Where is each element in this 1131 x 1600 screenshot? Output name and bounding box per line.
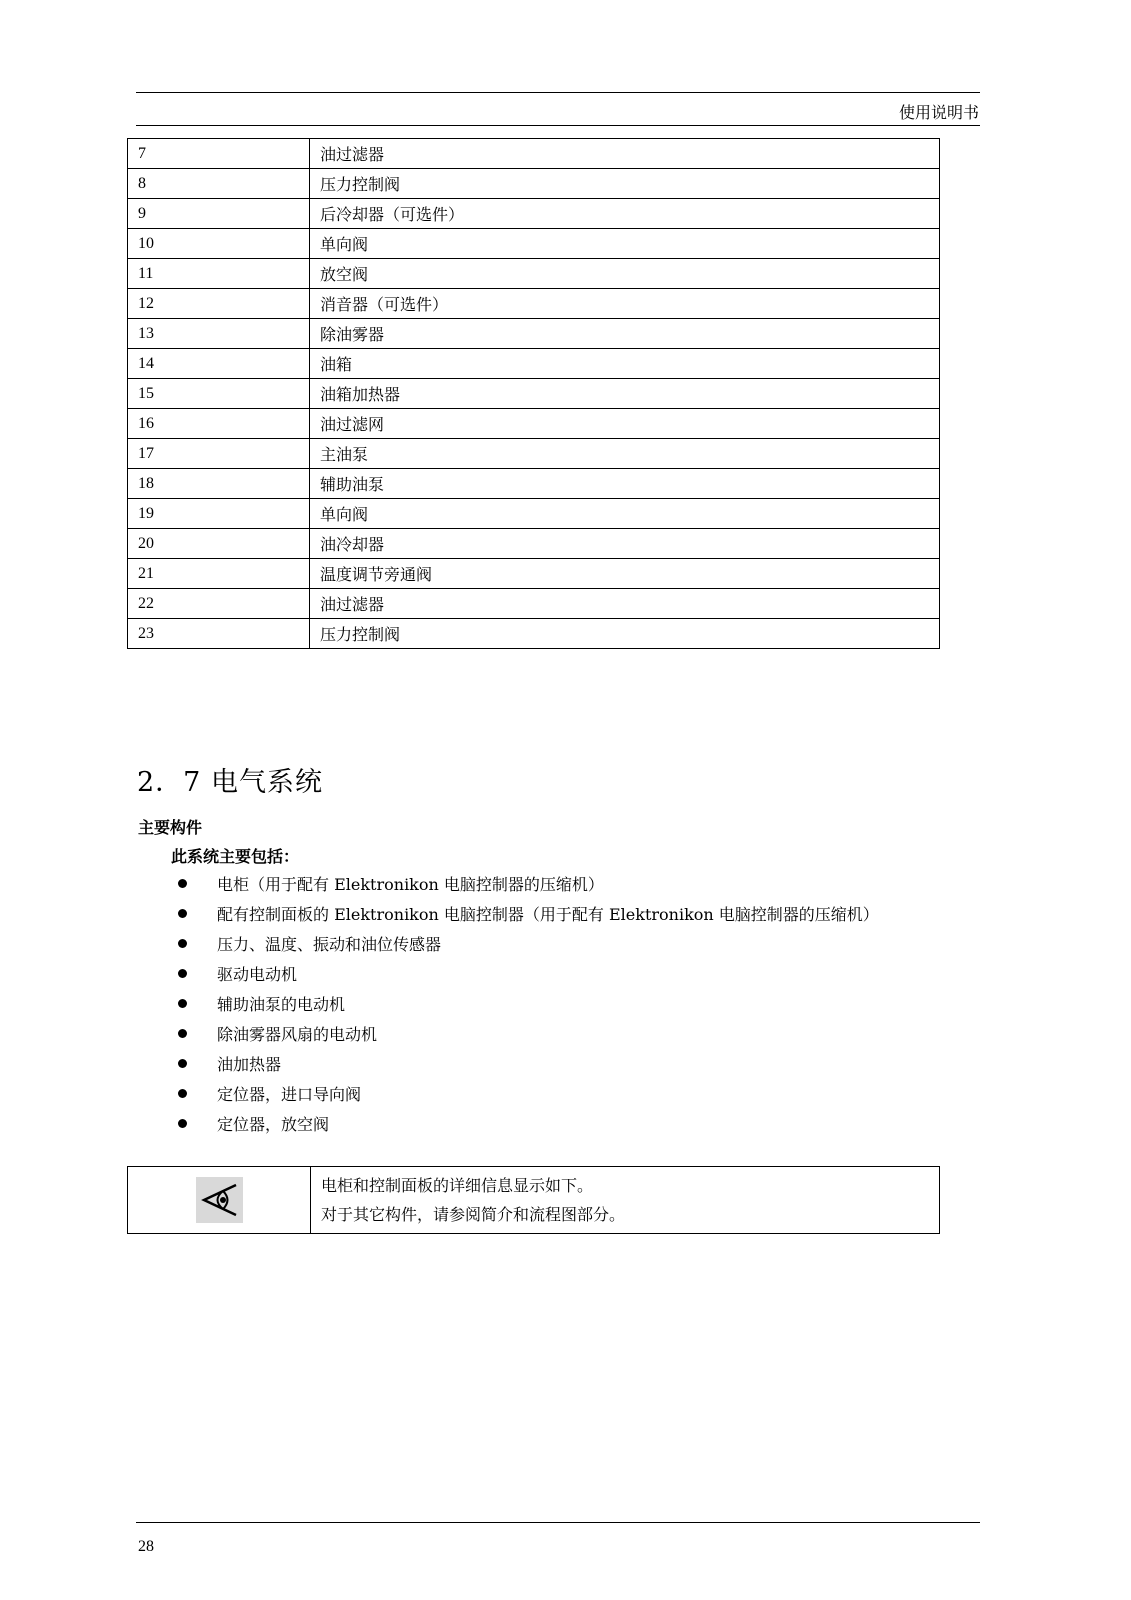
section-intro: 此系统主要包括： (171, 847, 300, 866)
note-line-2: 对于其它构件，请参阅简介和流程图部分。 (321, 1205, 626, 1224)
part-number-cell: 8 (128, 169, 310, 199)
part-name-cell: 油箱 (310, 349, 940, 379)
list-item-text: 配有控制面板的 Elektronikon 电脑控制器（用于配有 Elektronikon 电脑控制器的压缩机） (217, 904, 879, 924)
bullet-icon (178, 1089, 187, 1098)
part-name-cell: 油冷却器 (310, 529, 940, 559)
table-row (128, 169, 940, 199)
part-number-cell: 14 (128, 349, 310, 379)
part-name-cell: 压力控制阀 (310, 619, 940, 649)
part-number-cell: 7 (128, 139, 310, 169)
bullet-icon (178, 1119, 187, 1128)
eye-icon (196, 1177, 243, 1223)
table-row (128, 589, 940, 619)
part-number-cell: 17 (128, 439, 310, 469)
table-row (128, 559, 940, 589)
bullet-icon (178, 1029, 187, 1038)
part-number-cell: 9 (128, 199, 310, 229)
part-name-cell: 油过滤器 (310, 139, 940, 169)
part-number-cell: 21 (128, 559, 310, 589)
note-text-cell (311, 1167, 940, 1234)
part-number-cell: 13 (128, 319, 310, 349)
table-row (128, 139, 940, 169)
list-item-text: 压力、温度、振动和油位传感器 (217, 934, 442, 954)
part-number-cell: 11 (128, 259, 310, 289)
list-item (178, 928, 879, 958)
list-item (178, 1018, 879, 1048)
list-item-text: 油加热器 (217, 1054, 282, 1074)
part-number-cell: 22 (128, 589, 310, 619)
list-item (178, 1078, 879, 1108)
part-name-cell: 辅助油泵 (310, 469, 940, 499)
bullet-icon (178, 1059, 187, 1068)
table-row (128, 469, 940, 499)
part-number-cell: 16 (128, 409, 310, 439)
part-name-cell: 油过滤网 (310, 409, 940, 439)
list-item-text: 除油雾器风扇的电动机 (217, 1024, 378, 1044)
list-item (178, 898, 879, 928)
part-name-cell: 油过滤器 (310, 589, 940, 619)
table-row (128, 259, 940, 289)
table-row (128, 409, 940, 439)
table-row (128, 319, 940, 349)
part-number-cell: 12 (128, 289, 310, 319)
part-name-cell: 单向阀 (310, 229, 940, 259)
list-item (178, 868, 879, 898)
list-item (178, 1048, 879, 1078)
bullet-icon (178, 909, 187, 918)
bullet-icon (178, 939, 187, 948)
list-item (178, 988, 879, 1018)
table-row (128, 349, 940, 379)
table-row (128, 199, 940, 229)
section-subtitle: 主要构件 (138, 818, 203, 837)
table-row (128, 619, 940, 649)
part-name-cell: 后冷却器（可选件） (310, 199, 940, 229)
list-item (178, 958, 879, 988)
list-item-text: 驱动电动机 (217, 964, 298, 984)
list-item-text: 辅助油泵的电动机 (217, 994, 346, 1014)
part-name-cell: 温度调节旁通阀 (310, 559, 940, 589)
part-name-cell: 主油泵 (310, 439, 940, 469)
page-number: 28 (138, 1538, 154, 1555)
header-title: 使用说明书 (898, 103, 979, 122)
component-list (178, 868, 879, 1138)
part-number-cell: 18 (128, 469, 310, 499)
table-row (128, 289, 940, 319)
list-item-text: 定位器，进口导向阀 (217, 1084, 362, 1104)
part-name-cell: 单向阀 (310, 499, 940, 529)
list-item (178, 1108, 879, 1138)
section-title: 2．7 电气系统 (137, 767, 323, 798)
part-name-cell: 消音器（可选件） (310, 289, 940, 319)
part-number-cell: 15 (128, 379, 310, 409)
header-rule-bottom (136, 125, 980, 126)
note-icon-cell (128, 1167, 311, 1234)
part-number-cell: 19 (128, 499, 310, 529)
list-item-text: 电柜（用于配有 Elektronikon 电脑控制器的压缩机） (217, 874, 604, 894)
part-number-cell: 10 (128, 229, 310, 259)
bullet-icon (178, 999, 187, 1008)
table-row (128, 499, 940, 529)
part-name-cell: 放空阀 (310, 259, 940, 289)
note-box (127, 1166, 940, 1234)
part-name-cell: 压力控制阀 (310, 169, 940, 199)
header-rule (136, 92, 980, 93)
table-row (128, 529, 940, 559)
part-name-cell: 油箱加热器 (310, 379, 940, 409)
table-row (128, 439, 940, 469)
table-row (128, 229, 940, 259)
part-name-cell: 除油雾器 (310, 319, 940, 349)
table-row (128, 379, 940, 409)
parts-table (127, 138, 940, 649)
bullet-icon (178, 969, 187, 978)
bullet-icon (178, 879, 187, 888)
part-number-cell: 20 (128, 529, 310, 559)
footer-rule (136, 1522, 980, 1523)
list-item-text: 定位器，放空阀 (217, 1114, 330, 1134)
note-line-1: 电柜和控制面板的详细信息显示如下。 (321, 1176, 594, 1195)
part-number-cell: 23 (128, 619, 310, 649)
